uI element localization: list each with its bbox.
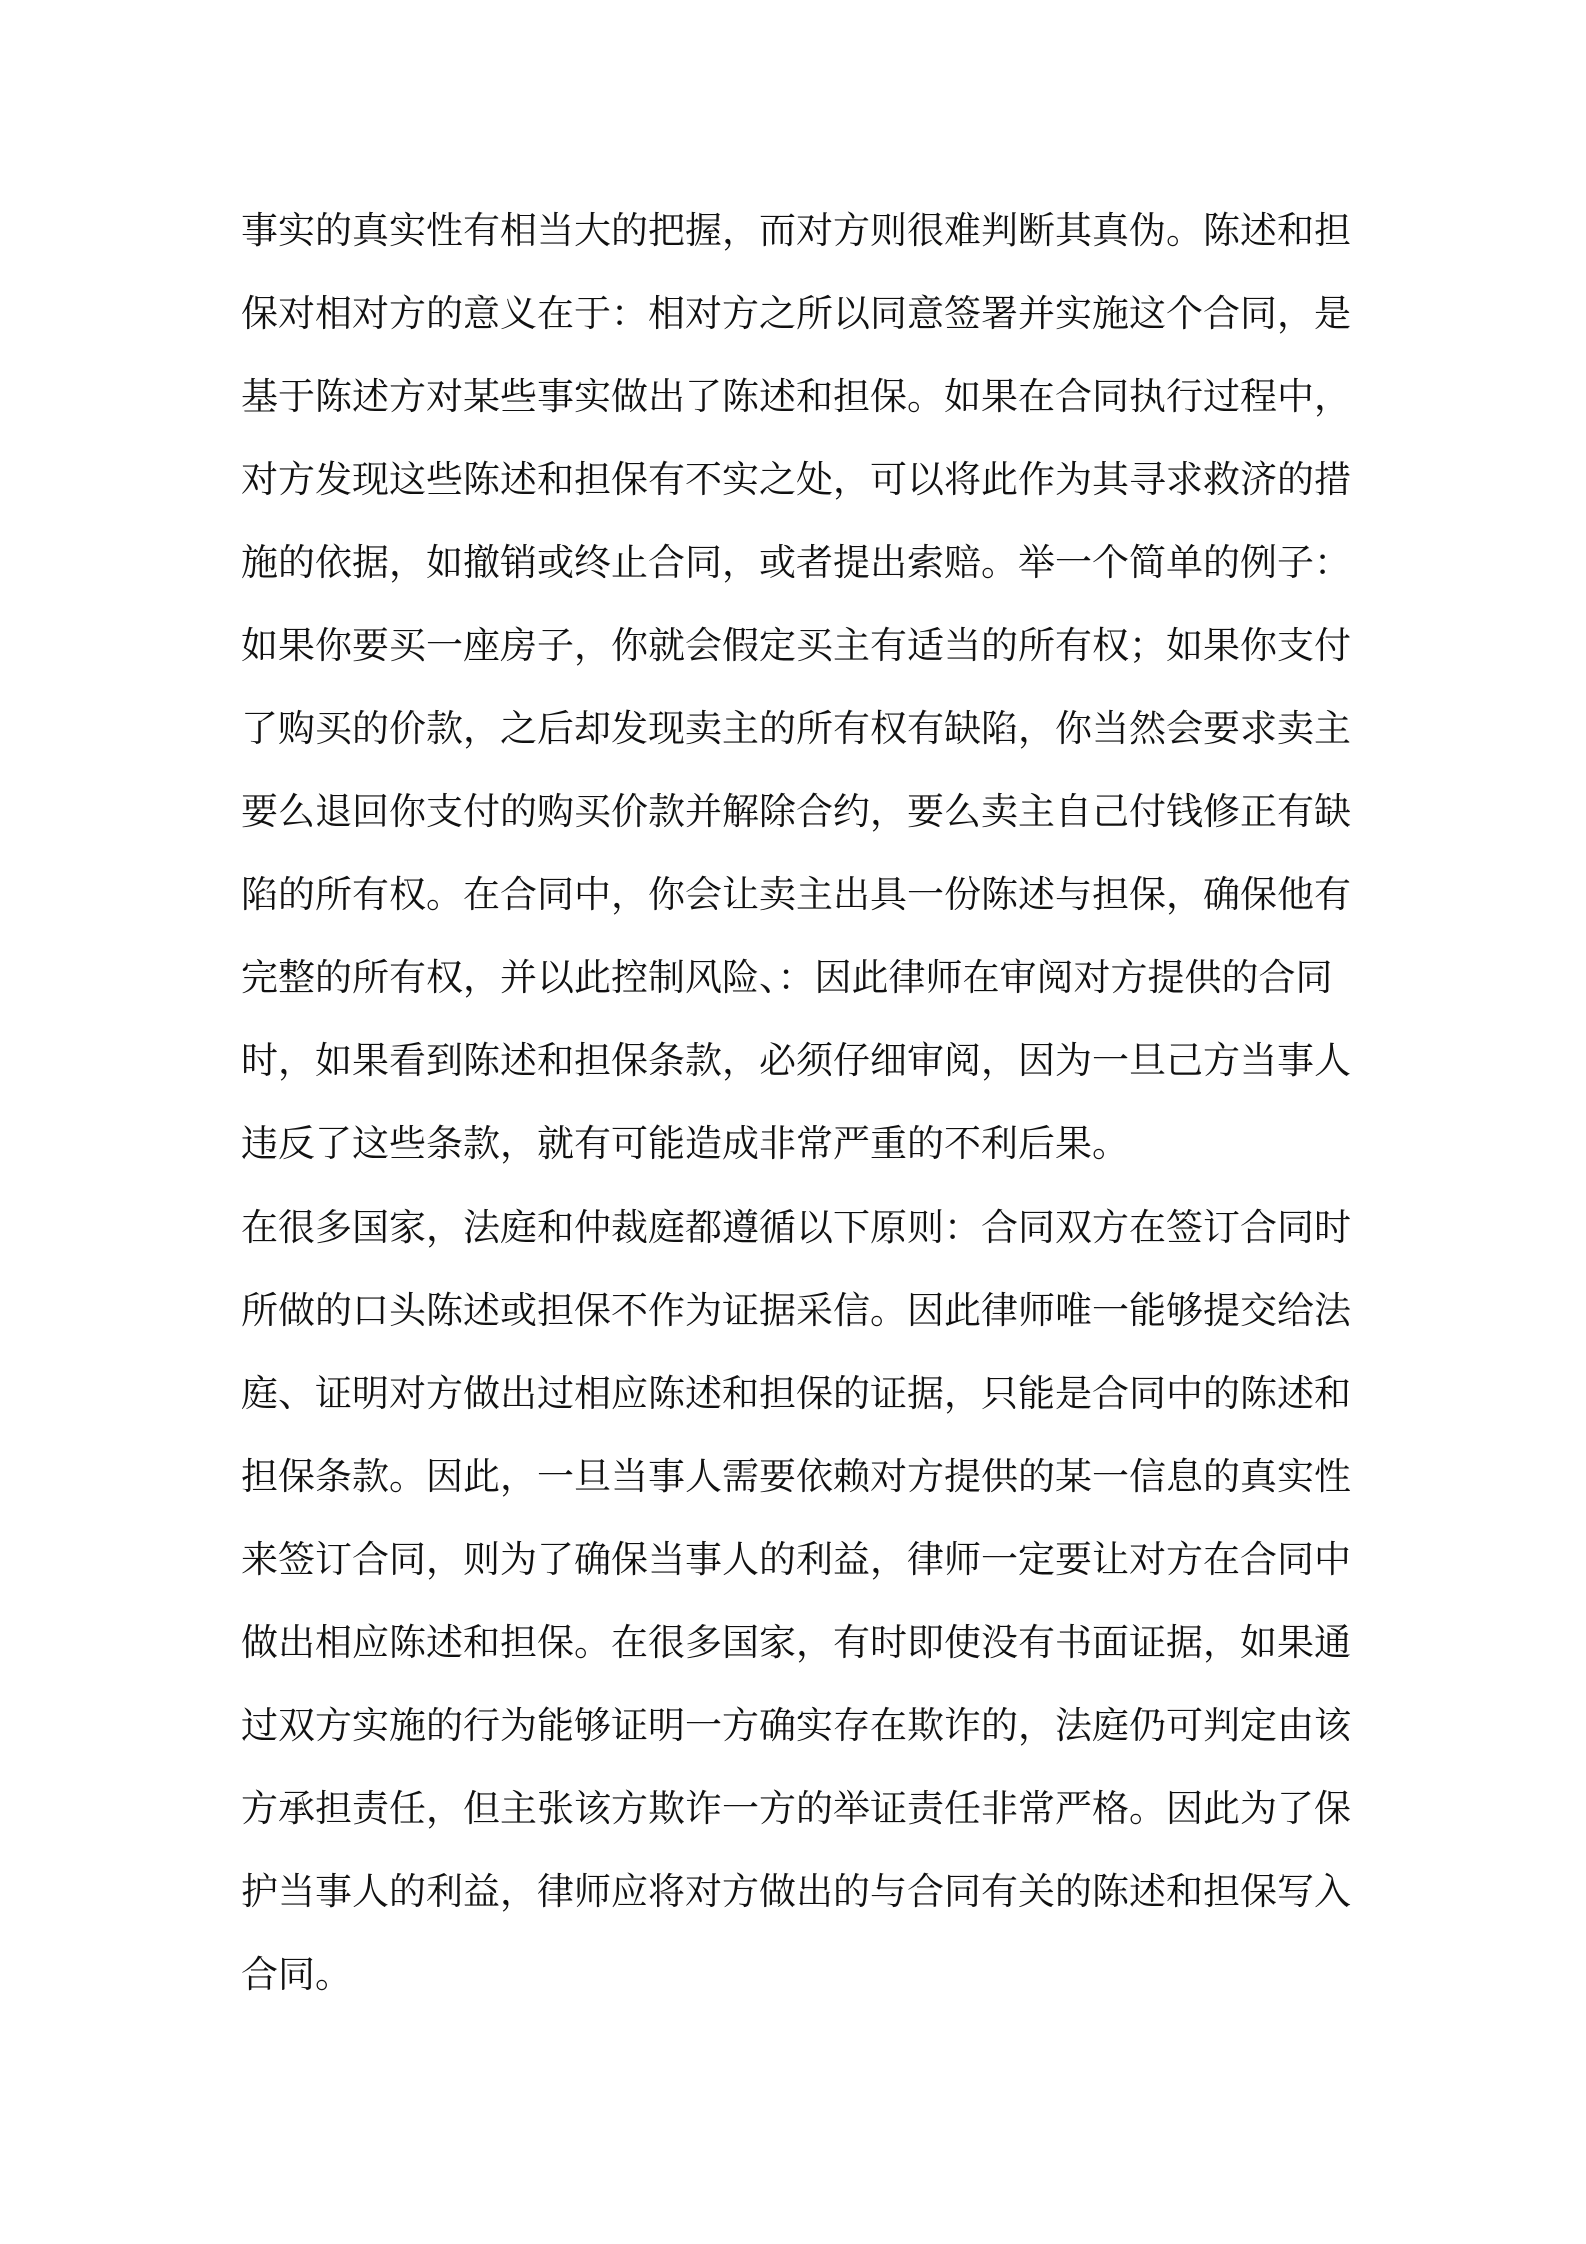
paragraph-line: 所做的口头陈述或担保不作为证据采信。因此律师唯一能够提交给法 bbox=[241, 1289, 1351, 1332]
paragraph-line: 施的依据，如撤销或终止合同，或者提出索赔。举一个简单的例子： bbox=[241, 541, 1351, 584]
paragraph-line: 基于陈述方对某些事实做出了陈述和担保。如果在合同执行过程中， bbox=[241, 375, 1351, 418]
paragraph-line: 护当事人的利益，律师应将对方做出的与合同有关的陈述和担保写入 bbox=[241, 1870, 1351, 1913]
paragraph-line: 对方发现这些陈述和担保有不实之处，可以将此作为其寻求救济的措 bbox=[241, 458, 1351, 501]
paragraph-line: 陷的所有权。在合同中，你会让卖主出具一份陈述与担保，确保他有 bbox=[241, 873, 1351, 916]
paragraph-line: 事实的真实性有相当大的把握，而对方则很难判断其真伪。陈述和担 bbox=[241, 209, 1351, 252]
paragraph-line: 做出相应陈述和担保。在很多国家，有时即使没有书面证据，如果通 bbox=[241, 1621, 1351, 1664]
paragraph-line: 担保条款。因此，一旦当事人需要依赖对方提供的某一信息的真实性 bbox=[241, 1455, 1351, 1498]
paragraph-line: 了购买的价款，之后却发现卖主的所有权有缺陷，你当然会要求卖主 bbox=[241, 707, 1351, 750]
paragraph-line: 违反了这些条款，就有可能造成非常严重的不利后果。 bbox=[241, 1122, 1129, 1165]
paragraph-line: 庭、证明对方做出过相应陈述和担保的证据，只能是合同中的陈述和 bbox=[241, 1372, 1351, 1415]
paragraph-line: 时，如果看到陈述和担保条款，必须仔细审阅，因为一旦己方当事人 bbox=[241, 1039, 1351, 1082]
paragraph-1 bbox=[241, 189, 1371, 1185]
paragraph-line: 完整的所有权，并以此控制风险、：因此律师在审阅对方提供的合同 bbox=[241, 956, 1333, 999]
paragraph-line: 在很多国家，法庭和仲裁庭都遵循以下原则：合同双方在签订合同时 bbox=[241, 1206, 1351, 1249]
paragraph-line: 要么退回你支付的购买价款并解除合约，要么卖主自己付钱修正有缺 bbox=[241, 790, 1351, 833]
paragraph-line: 如果你要买一座房子，你就会假定买主有适当的所有权；如果你支付 bbox=[241, 624, 1351, 667]
paragraph-2 bbox=[241, 1186, 1371, 2016]
paragraph-line: 合同。 bbox=[241, 1953, 352, 1996]
paragraph-line: 方承担责任，但主张该方欺诈一方的举证责任非常严格。因此为了保 bbox=[241, 1787, 1351, 1830]
paragraph-line: 过双方实施的行为能够证明一方确实存在欺诈的，法庭仍可判定由该 bbox=[241, 1704, 1351, 1747]
paragraph-line: 来签订合同，则为了确保当事人的利益，律师一定要让对方在合同中 bbox=[241, 1538, 1351, 1581]
paragraph-line: 保对相对方的意义在于：相对方之所以同意签署并实施这个合同，是 bbox=[241, 292, 1351, 335]
